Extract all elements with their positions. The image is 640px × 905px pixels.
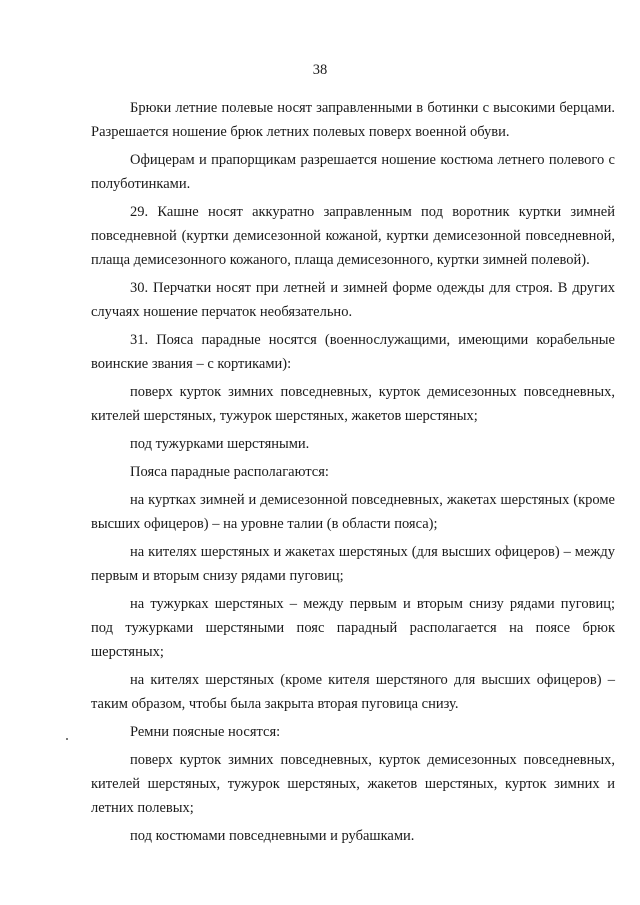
paragraph: поверх курток зимних повседневных, курток демисезонных повседневных, кителей шерстяных, тужурок шерстяных, жакетов шерстяных, курток зимних и летних полевых;	[91, 752, 615, 816]
scan-speck	[66, 738, 68, 740]
document-body	[91, 96, 615, 848]
paragraph: Пояса парадные располагаются:	[130, 464, 329, 480]
paragraph: поверх курток зимних повседневных, курток демисезонных повседневных, кителей шерстяных, тужурок шерстяных, жакетов шерстяных;	[91, 384, 615, 424]
paragraph: под костюмами повседневными и рубашками.	[130, 828, 415, 844]
paragraph: Брюки летние полевые носят заправленными в ботинки с высокими берцами. Разрешается ношение брюк летних полевых поверх военной обуви.	[91, 100, 615, 140]
paragraph: 29. Кашне носят аккуратно заправленным под воротник куртки зимней повседневной (куртки демисезонной кожаной, куртки демисезонной повседневной, плаща демисезонного кожаного, плаща демисезонного, куртки зимней полевой).	[91, 204, 615, 268]
paragraph: Офицерам и прапорщикам разрешается ношение костюма летнего полевого с полуботинками.	[91, 152, 615, 192]
paragraph: на кителях шерстяных и жакетах шерстяных (для высших офицеров) – между первым и вторым снизу рядами пуговиц;	[91, 544, 615, 584]
paragraph: на тужурках шерстяных – между первым и вторым снизу рядами пуговиц; под тужурками шерстяными пояс парадный располагается на поясе брюк шерстяных;	[91, 596, 615, 660]
paragraph: 31. Пояса парадные носятся (военнослужащими, имеющими корабельные воинские звания – с кортиками):	[91, 332, 615, 372]
page-number: 38	[312, 62, 328, 78]
paragraph: 30. Перчатки носят при летней и зимней форме одежды для строя. В других случаях ношение перчаток необязательно.	[91, 280, 615, 320]
paragraph: под тужурками шерстяными.	[130, 436, 310, 452]
paragraph: на кителях шерстяных (кроме кителя шерстяного для высших офицеров) – таким образом, чтобы была закрыта вторая пуговица снизу.	[91, 672, 615, 712]
paragraph: на куртках зимней и демисезонной повседневных, жакетах шерстяных (кроме высших офицеров) – на уровне талии (в области пояса);	[91, 492, 615, 532]
paragraph: Ремни поясные носятся:	[130, 724, 281, 740]
